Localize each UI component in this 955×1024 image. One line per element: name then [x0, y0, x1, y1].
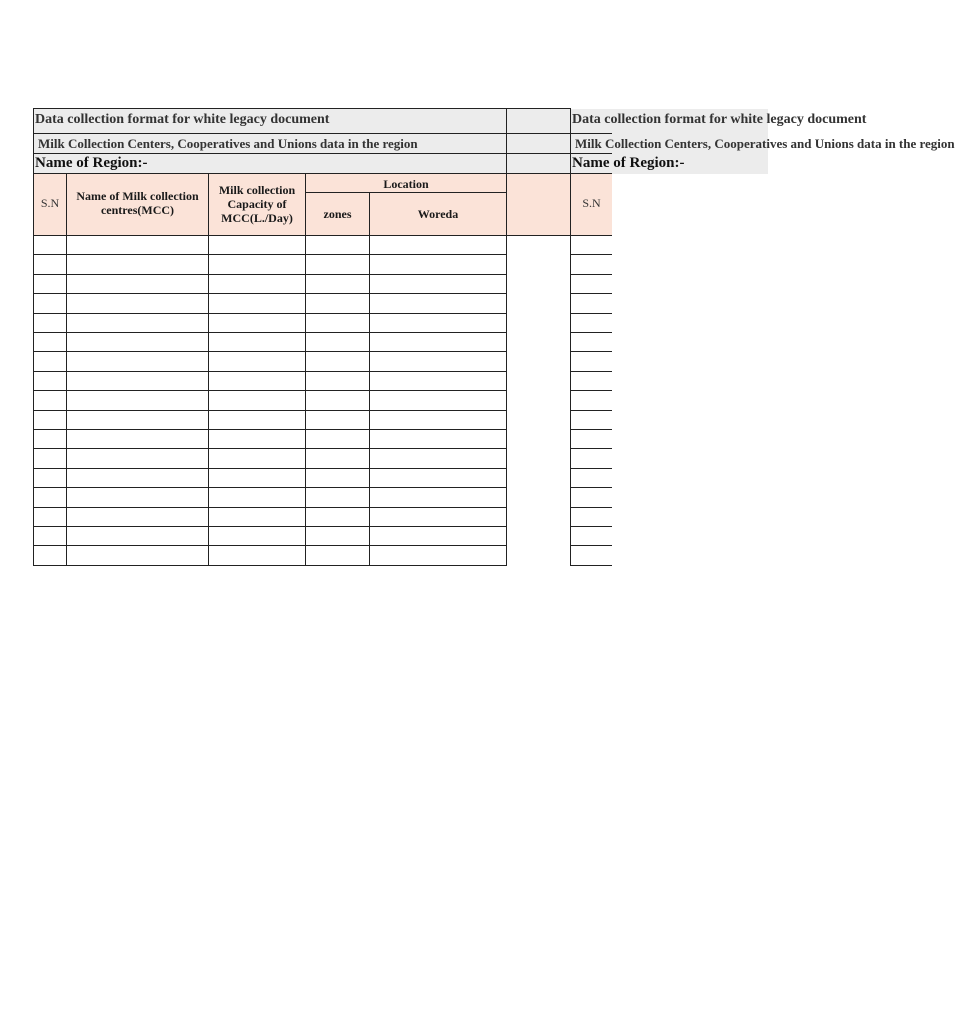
woreda-header: Woreda [417, 207, 459, 221]
form-subtitle: Milk Collection Centers, Cooperatives and Unions data in the region [38, 136, 418, 151]
second-data-collection-table [570, 109, 955, 566]
table-row [33, 410, 507, 411]
table-row [33, 351, 507, 352]
table-row [33, 293, 507, 294]
table-row [33, 487, 507, 488]
table-row [33, 313, 507, 314]
region-label: Name of Region:- [35, 155, 148, 171]
second-table-row [570, 332, 612, 333]
second-table-row [570, 545, 612, 546]
second-table-row [570, 526, 612, 527]
location-header: Location [383, 177, 429, 191]
table-row [33, 332, 507, 333]
second-table-row [570, 371, 612, 372]
second-table-row [570, 410, 612, 411]
second-table-row [570, 390, 612, 391]
second-table-row [570, 313, 612, 314]
second-table-row [570, 448, 612, 449]
table-row [33, 507, 507, 508]
second-table-row [570, 351, 612, 352]
second-region-label: Name of Region:- [572, 155, 685, 171]
second-table-row [570, 507, 612, 508]
second-sn-header: S.N [582, 196, 601, 210]
second-table-row [570, 487, 612, 488]
table-row [33, 429, 507, 430]
second-table-row [570, 254, 612, 255]
zones-header: zones [323, 207, 352, 221]
second-table-row [570, 565, 612, 566]
second-form-subtitle: Milk Collection Centers, Cooperatives and Unions data in the region [575, 136, 955, 151]
table-row [33, 390, 507, 391]
second-table-row [570, 468, 612, 469]
table-row [33, 565, 507, 566]
second-table-row [570, 429, 612, 430]
table-row [33, 468, 507, 469]
table-row [33, 274, 507, 275]
second-table-row [570, 274, 612, 275]
sn-header: S.N [40, 196, 60, 210]
table-row [33, 526, 507, 527]
second-table-row [570, 293, 612, 294]
table-row [33, 254, 507, 255]
mcc-name-header: Name of Milk collection centres(MCC) [76, 189, 199, 217]
form-title: Data collection format for white legacy document [35, 112, 330, 127]
table-row [33, 545, 507, 546]
second-form-title: Data collection format for white legacy document [572, 112, 867, 127]
table-row [33, 371, 507, 372]
table-row [33, 448, 507, 449]
capacity-header: Milk collection Capacity of MCC(L./Day) [218, 183, 296, 225]
